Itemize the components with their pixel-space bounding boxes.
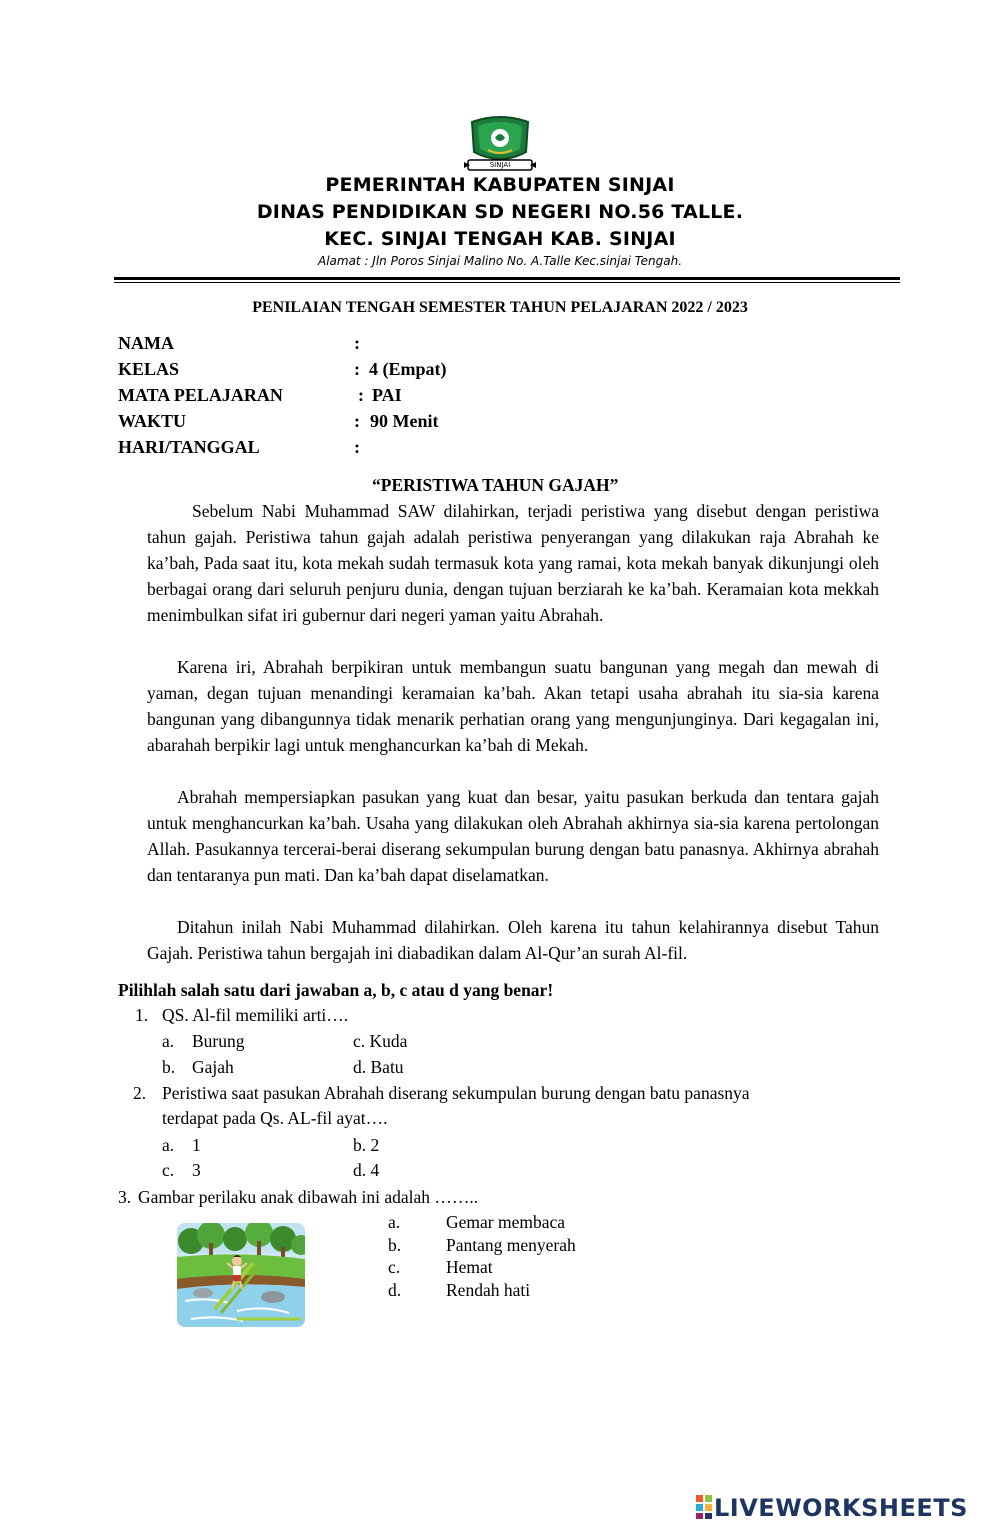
reading-paragraph-1-text: Sebelum Nabi Muhammad SAW dilahirkan, terjadi peristiwa yang disebut dengan peristiwa tahun gajah. Peristiwa tahun gajah adalah peristiwa penyerangan yang dilakukan raja Abrahah ke ka’bah, Pada saat itu, kota mekah sudah termasuk kota yang ramai, kota mekah banyak dikunjungi oleh berbagai orang dari seluruh penjuru dunia, dengan tujuan berziarah ke ka’bah. Keramaian kota mekkah menimbulkan sifat iri gubernur dari negeri yaman yaitu Abrahah. xyxy=(147,501,879,625)
reading-paragraph-2-text: Karena iri, Abrahah berpikiran untuk membangun suatu bangunan yang megah dan mewah di yaman, degan tujuan menandingi keramaian ka’bah. Akan tetapi usaha abrahah itu sia-sia karena bangunan yang dibangunnya tidak menarik perhatian orang yang mengunjunginya. Dari kegagalan ini, abarahah berpikir lagi untuk menghancurkan ka’bah di Mekah. xyxy=(147,657,879,755)
school-address: Alamat : Jln Poros Sinjai Malino No. A.Talle Kec.sinjai Tengah. xyxy=(317,254,683,268)
q3-option-d-letter: d. xyxy=(388,1280,402,1300)
q1-option-a[interactable] xyxy=(162,1031,245,1052)
identity-label-mapel: MATA PELAJARAN xyxy=(118,385,283,405)
q3-option-b[interactable] xyxy=(388,1235,576,1256)
reading-paragraph-3-text: Abrahah mempersiapkan pasukan yang kuat dan besar, yaitu pasukan berkuda dan tentara gajah untuk menghancurkan ka’bah. Usaha yang dilakukan oleh Abrahah akhirnya sia-sia karena pertolongan Allah. Pasukannya tercerai-berai diserang sekumpulan burung dengan batu panasnya. Akhirnya abrahah dan tentaranya pun mati. Dan ka’bah dapat diselamatkan. xyxy=(147,787,879,885)
q1-option-b-letter: b. xyxy=(162,1057,176,1077)
question-2-text-line-1: Peristiwa saat pasukan Abrahah diserang sekumpulan burung dengan batu panasnya xyxy=(162,1083,750,1103)
emblem-ribbon-text: SINJAI xyxy=(489,161,511,169)
identity-value-waktu: 90 Menit xyxy=(370,411,439,431)
q1-option-c-text: Kuda xyxy=(369,1031,408,1051)
identity-value-kelas: 4 (Empat) xyxy=(369,359,447,379)
question-3-number: 3. xyxy=(118,1187,132,1207)
q1-option-a-letter: a. xyxy=(162,1031,175,1051)
identity-label-tanggal: HARI/TANGGAL xyxy=(118,437,260,457)
q2-option-b-text: 2 xyxy=(370,1135,380,1155)
exam-title: PENILAIAN TENGAH SEMESTER TAHUN PELAJARAN 2022 / 2023 xyxy=(252,299,748,316)
reading-paragraph-4-text: Ditahun inilah Nabi Muhammad dilahirkan. Oleh karena itu tahun kelahirannya disebut Tahun Gajah. Peristiwa tahun bergajah ini diabadikan dalam Al-Qur’an surah Al-fil. xyxy=(147,917,879,963)
kop-divider-thick xyxy=(114,277,900,280)
kop-line-3: KEC. SINJAI TENGAH KAB. SINJAI xyxy=(324,228,676,250)
identity-sep-tanggal: : xyxy=(354,437,360,457)
q2-option-d-letter: d. xyxy=(353,1160,367,1180)
reading-paragraph-4 xyxy=(147,914,879,966)
identity-sep-waktu: : xyxy=(354,411,360,431)
q2-option-c-text: 3 xyxy=(192,1160,201,1180)
q1-option-c[interactable] xyxy=(353,1031,407,1052)
q3-option-a-letter: a. xyxy=(388,1212,401,1232)
q1-option-d-letter: d. xyxy=(353,1057,367,1077)
question-2-number: 2. xyxy=(133,1083,147,1103)
q2-option-a-text: 1 xyxy=(192,1135,201,1155)
child-crossing-river-illustration xyxy=(177,1223,305,1327)
liveworksheets-logo[interactable] xyxy=(696,1494,968,1525)
reading-paragraph-2 xyxy=(147,654,879,758)
q1-option-d[interactable] xyxy=(353,1057,404,1078)
identity-label-kelas: KELAS xyxy=(118,359,180,379)
question-1-text: QS. Al-fil memiliki arti…. xyxy=(162,1005,349,1025)
question-3-text: Gambar perilaku anak dibawah ini adalah …….. xyxy=(138,1187,479,1207)
liveworksheets-wordmark: LIVEWORKSHEETS xyxy=(714,1494,968,1522)
kop-divider-thin xyxy=(114,282,900,283)
q3-option-b-letter: b. xyxy=(388,1235,402,1255)
q3-option-c-text: Hemat xyxy=(446,1257,493,1277)
question-3-illustration xyxy=(177,1223,305,1327)
q1-option-b[interactable] xyxy=(162,1057,234,1078)
q2-option-b[interactable] xyxy=(353,1135,379,1156)
identity-sep-mapel: : xyxy=(358,385,364,405)
q1-option-b-text: Gajah xyxy=(192,1057,234,1077)
q3-option-d[interactable] xyxy=(388,1280,531,1301)
q3-option-a[interactable] xyxy=(388,1212,566,1233)
identity-sep-kelas: : xyxy=(354,359,360,379)
identity-label-nama: NAMA xyxy=(118,333,174,353)
q1-option-c-letter: c. xyxy=(353,1031,366,1051)
reading-title: “PERISTIWA TAHUN GAJAH” xyxy=(372,475,619,495)
identity-sep-nama: : xyxy=(354,333,360,353)
kop-line-2: DINAS PENDIDIKAN SD NEGERI NO.56 TALLE. xyxy=(256,201,744,223)
q3-option-c[interactable] xyxy=(388,1257,493,1278)
q3-option-a-text: Gemar membaca xyxy=(446,1212,566,1232)
q2-option-c[interactable] xyxy=(162,1160,201,1181)
q2-option-d-text: 4 xyxy=(370,1160,380,1180)
q2-option-c-letter: c. xyxy=(162,1160,175,1180)
q1-option-a-text: Burung xyxy=(192,1031,245,1051)
identity-label-waktu: WAKTU xyxy=(118,411,187,431)
instruction: Pilihlah salah satu dari jawaban a, b, c atau d yang benar! xyxy=(118,980,554,1000)
q2-option-a-letter: a. xyxy=(162,1135,175,1155)
question-2-text-line-2: terdapat pada Qs. AL-fil ayat…. xyxy=(162,1108,388,1128)
q2-option-d[interactable] xyxy=(353,1160,379,1181)
reading-paragraph-3 xyxy=(147,784,879,888)
liveworksheets-icon xyxy=(696,1495,712,1525)
question-1-number: 1. xyxy=(135,1005,149,1025)
q3-option-d-text: Rendah hati xyxy=(446,1280,531,1300)
kop-line-1: PEMERINTAH KABUPATEN SINJAI xyxy=(325,174,675,196)
q2-option-b-letter: b. xyxy=(353,1135,367,1155)
q1-option-d-text: Batu xyxy=(370,1057,404,1077)
regency-emblem xyxy=(462,116,538,176)
q3-option-b-text: Pantang menyerah xyxy=(446,1235,576,1255)
q2-option-a[interactable] xyxy=(162,1135,201,1156)
identity-value-mapel: PAI xyxy=(372,385,402,405)
reading-paragraph-1 xyxy=(147,498,879,628)
q3-option-c-letter: c. xyxy=(388,1257,401,1277)
